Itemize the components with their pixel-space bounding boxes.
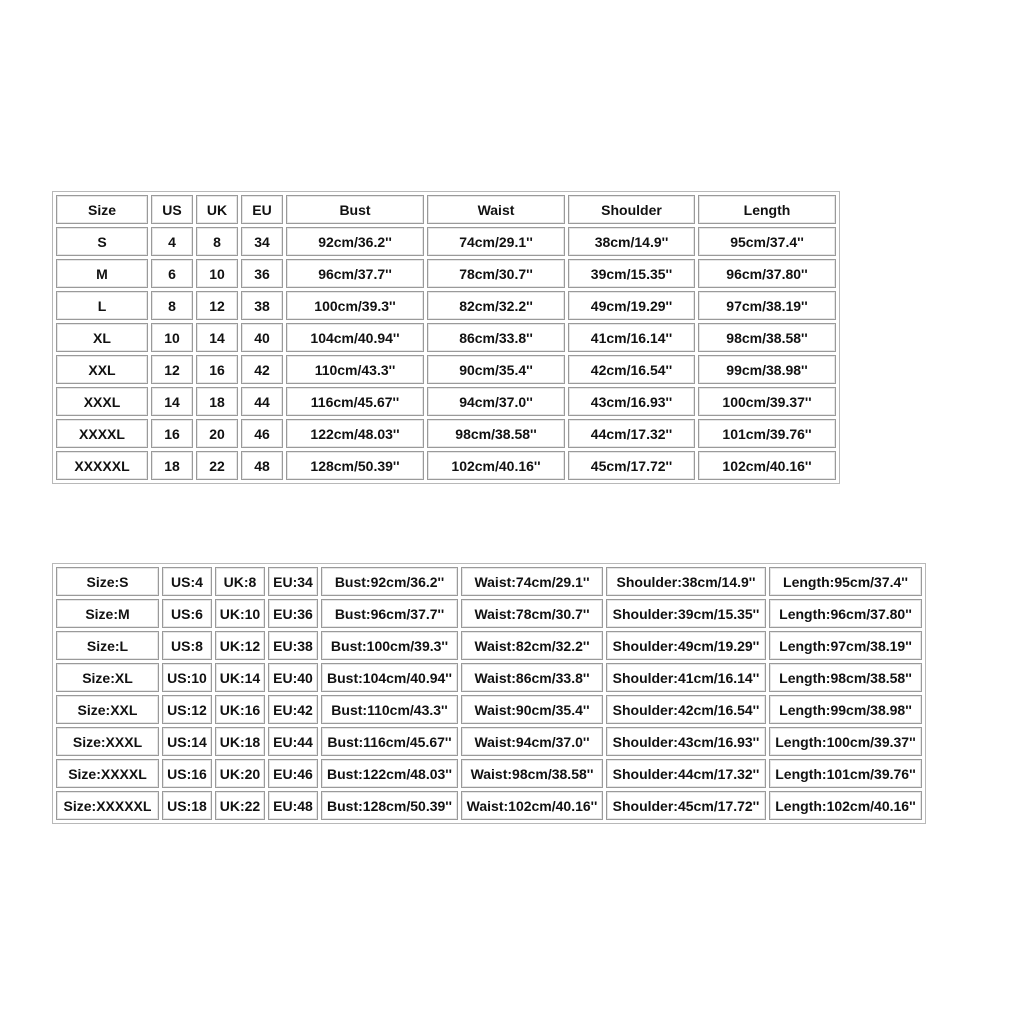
table-cell: 20	[196, 419, 238, 448]
table-cell: 6	[151, 259, 193, 288]
table-cell: Shoulder:39cm/15.35''	[606, 599, 766, 628]
table-cell: Shoulder:38cm/14.9''	[606, 567, 766, 596]
table-cell: 14	[196, 323, 238, 352]
table-cell: UK:14	[215, 663, 265, 692]
header-cell: Size	[56, 195, 148, 224]
table-row	[56, 387, 836, 416]
table-cell: Shoulder:49cm/19.29''	[606, 631, 766, 660]
table-cell: Waist:78cm/30.7''	[461, 599, 603, 628]
header-cell: Waist	[427, 195, 565, 224]
table-cell: 18	[196, 387, 238, 416]
table-cell: 34	[241, 227, 283, 256]
table-cell: 10	[196, 259, 238, 288]
table-cell: 22	[196, 451, 238, 480]
table-cell: Bust:100cm/39.3''	[321, 631, 458, 660]
table-cell: XXXL	[56, 387, 148, 416]
table-cell: EU:36	[268, 599, 318, 628]
table-cell: 90cm/35.4''	[427, 355, 565, 384]
table-cell: Bust:110cm/43.3''	[321, 695, 458, 724]
table-cell: Shoulder:43cm/16.93''	[606, 727, 766, 756]
table-row	[56, 567, 922, 596]
table-cell: 97cm/38.19''	[698, 291, 836, 320]
table-cell: 45cm/17.72''	[568, 451, 695, 480]
table-row	[56, 291, 836, 320]
table-cell: Size:XXL	[56, 695, 159, 724]
table-row	[56, 631, 922, 660]
table-cell: Length:100cm/39.37''	[769, 727, 922, 756]
table-cell: Bust:122cm/48.03''	[321, 759, 458, 788]
table-cell: 39cm/15.35''	[568, 259, 695, 288]
header-cell: US	[151, 195, 193, 224]
table-cell: 96cm/37.7''	[286, 259, 424, 288]
table-cell: Length:98cm/38.58''	[769, 663, 922, 692]
table-cell: EU:42	[268, 695, 318, 724]
table-cell: Shoulder:41cm/16.14''	[606, 663, 766, 692]
table-cell: EU:46	[268, 759, 318, 788]
table-cell: Length:101cm/39.76''	[769, 759, 922, 788]
table-cell: 38	[241, 291, 283, 320]
table-cell: L	[56, 291, 148, 320]
table-cell: Bust:92cm/36.2''	[321, 567, 458, 596]
table-cell: 94cm/37.0''	[427, 387, 565, 416]
table-cell: Size:L	[56, 631, 159, 660]
header-cell: EU	[241, 195, 283, 224]
table-cell: Shoulder:44cm/17.32''	[606, 759, 766, 788]
table-cell: 12	[196, 291, 238, 320]
size-chart-table	[52, 191, 840, 484]
table-cell: 99cm/38.98''	[698, 355, 836, 384]
table-row	[56, 695, 922, 724]
table-cell: 86cm/33.8''	[427, 323, 565, 352]
table-cell: XXXXXL	[56, 451, 148, 480]
table-cell: 42cm/16.54''	[568, 355, 695, 384]
table-cell: 122cm/48.03''	[286, 419, 424, 448]
size-chart-labeled-table	[52, 563, 926, 824]
table-cell: 98cm/38.58''	[427, 419, 565, 448]
table-row	[56, 791, 922, 820]
table-cell: 8	[151, 291, 193, 320]
table-cell: Waist:86cm/33.8''	[461, 663, 603, 692]
table-cell: 44	[241, 387, 283, 416]
table-cell: XXXXL	[56, 419, 148, 448]
table-cell: EU:48	[268, 791, 318, 820]
table-cell: Waist:94cm/37.0''	[461, 727, 603, 756]
table-cell: 14	[151, 387, 193, 416]
table-cell: 102cm/40.16''	[698, 451, 836, 480]
table-row	[56, 727, 922, 756]
table-cell: 38cm/14.9''	[568, 227, 695, 256]
table-cell: 18	[151, 451, 193, 480]
table-cell: 49cm/19.29''	[568, 291, 695, 320]
table-cell: 128cm/50.39''	[286, 451, 424, 480]
table-cell: 41cm/16.14''	[568, 323, 695, 352]
table-cell: Size:XL	[56, 663, 159, 692]
table-cell: Length:102cm/40.16''	[769, 791, 922, 820]
table-cell: 4	[151, 227, 193, 256]
table-cell: US:12	[162, 695, 212, 724]
table-cell: 92cm/36.2''	[286, 227, 424, 256]
table-cell: Size:XXXL	[56, 727, 159, 756]
header-cell: Bust	[286, 195, 424, 224]
table-cell: UK:18	[215, 727, 265, 756]
table-cell: S	[56, 227, 148, 256]
table-cell: Size:XXXXXL	[56, 791, 159, 820]
table-cell: M	[56, 259, 148, 288]
table-cell: EU:40	[268, 663, 318, 692]
table-cell: Bust:128cm/50.39''	[321, 791, 458, 820]
table-row	[56, 227, 836, 256]
table-cell: Bust:116cm/45.67''	[321, 727, 458, 756]
table-cell: 96cm/37.80''	[698, 259, 836, 288]
table-cell: Size:XXXXL	[56, 759, 159, 788]
table-cell: Length:96cm/37.80''	[769, 599, 922, 628]
table-cell: 36	[241, 259, 283, 288]
table-cell: 8	[196, 227, 238, 256]
table-cell: Length:97cm/38.19''	[769, 631, 922, 660]
table-cell: 100cm/39.37''	[698, 387, 836, 416]
table-cell: US:10	[162, 663, 212, 692]
table-cell: 78cm/30.7''	[427, 259, 565, 288]
table-cell: 95cm/37.4''	[698, 227, 836, 256]
table-cell: Bust:104cm/40.94''	[321, 663, 458, 692]
table-cell: UK:12	[215, 631, 265, 660]
table-cell: 98cm/38.58''	[698, 323, 836, 352]
table-cell: EU:34	[268, 567, 318, 596]
table-cell: Waist:102cm/40.16''	[461, 791, 603, 820]
table-cell: 104cm/40.94''	[286, 323, 424, 352]
table-cell: UK:22	[215, 791, 265, 820]
table-row	[56, 663, 922, 692]
table-row	[56, 259, 836, 288]
table-cell: Shoulder:42cm/16.54''	[606, 695, 766, 724]
table-cell: 12	[151, 355, 193, 384]
table-cell: 46	[241, 419, 283, 448]
table-cell: 110cm/43.3''	[286, 355, 424, 384]
table-row	[56, 759, 922, 788]
table-cell: 101cm/39.76''	[698, 419, 836, 448]
table-row	[56, 599, 922, 628]
table-cell: US:6	[162, 599, 212, 628]
table-cell: 102cm/40.16''	[427, 451, 565, 480]
table-cell: 43cm/16.93''	[568, 387, 695, 416]
header-cell: Length	[698, 195, 836, 224]
table-cell: UK:16	[215, 695, 265, 724]
table-cell: 82cm/32.2''	[427, 291, 565, 320]
table-row	[56, 419, 836, 448]
table-cell: 74cm/29.1''	[427, 227, 565, 256]
table-row	[56, 355, 836, 384]
table-cell: US:4	[162, 567, 212, 596]
table-cell: US:16	[162, 759, 212, 788]
table-row	[56, 323, 836, 352]
table-cell: UK:10	[215, 599, 265, 628]
table-cell: US:8	[162, 631, 212, 660]
table-cell: EU:38	[268, 631, 318, 660]
table-cell: Waist:98cm/38.58''	[461, 759, 603, 788]
table-cell: UK:20	[215, 759, 265, 788]
table-cell: Size:S	[56, 567, 159, 596]
table-cell: US:14	[162, 727, 212, 756]
table-cell: 16	[151, 419, 193, 448]
table-cell: 44cm/17.32''	[568, 419, 695, 448]
table-header-row	[56, 195, 836, 224]
table-cell: 100cm/39.3''	[286, 291, 424, 320]
header-cell: UK	[196, 195, 238, 224]
table-cell: 40	[241, 323, 283, 352]
table-cell: Waist:90cm/35.4''	[461, 695, 603, 724]
table-cell: 42	[241, 355, 283, 384]
table-cell: US:18	[162, 791, 212, 820]
table-cell: 10	[151, 323, 193, 352]
table-cell: Waist:82cm/32.2''	[461, 631, 603, 660]
table-cell: UK:8	[215, 567, 265, 596]
table-cell: Length:95cm/37.4''	[769, 567, 922, 596]
table-cell: Length:99cm/38.98''	[769, 695, 922, 724]
table-cell: Shoulder:45cm/17.72''	[606, 791, 766, 820]
table-cell: XXL	[56, 355, 148, 384]
header-cell: Shoulder	[568, 195, 695, 224]
table-cell: Waist:74cm/29.1''	[461, 567, 603, 596]
table-row	[56, 451, 836, 480]
table-cell: EU:44	[268, 727, 318, 756]
table-cell: XL	[56, 323, 148, 352]
table-cell: 48	[241, 451, 283, 480]
table-cell: Size:M	[56, 599, 159, 628]
table-cell: 116cm/45.67''	[286, 387, 424, 416]
table-cell: Bust:96cm/37.7''	[321, 599, 458, 628]
table-cell: 16	[196, 355, 238, 384]
